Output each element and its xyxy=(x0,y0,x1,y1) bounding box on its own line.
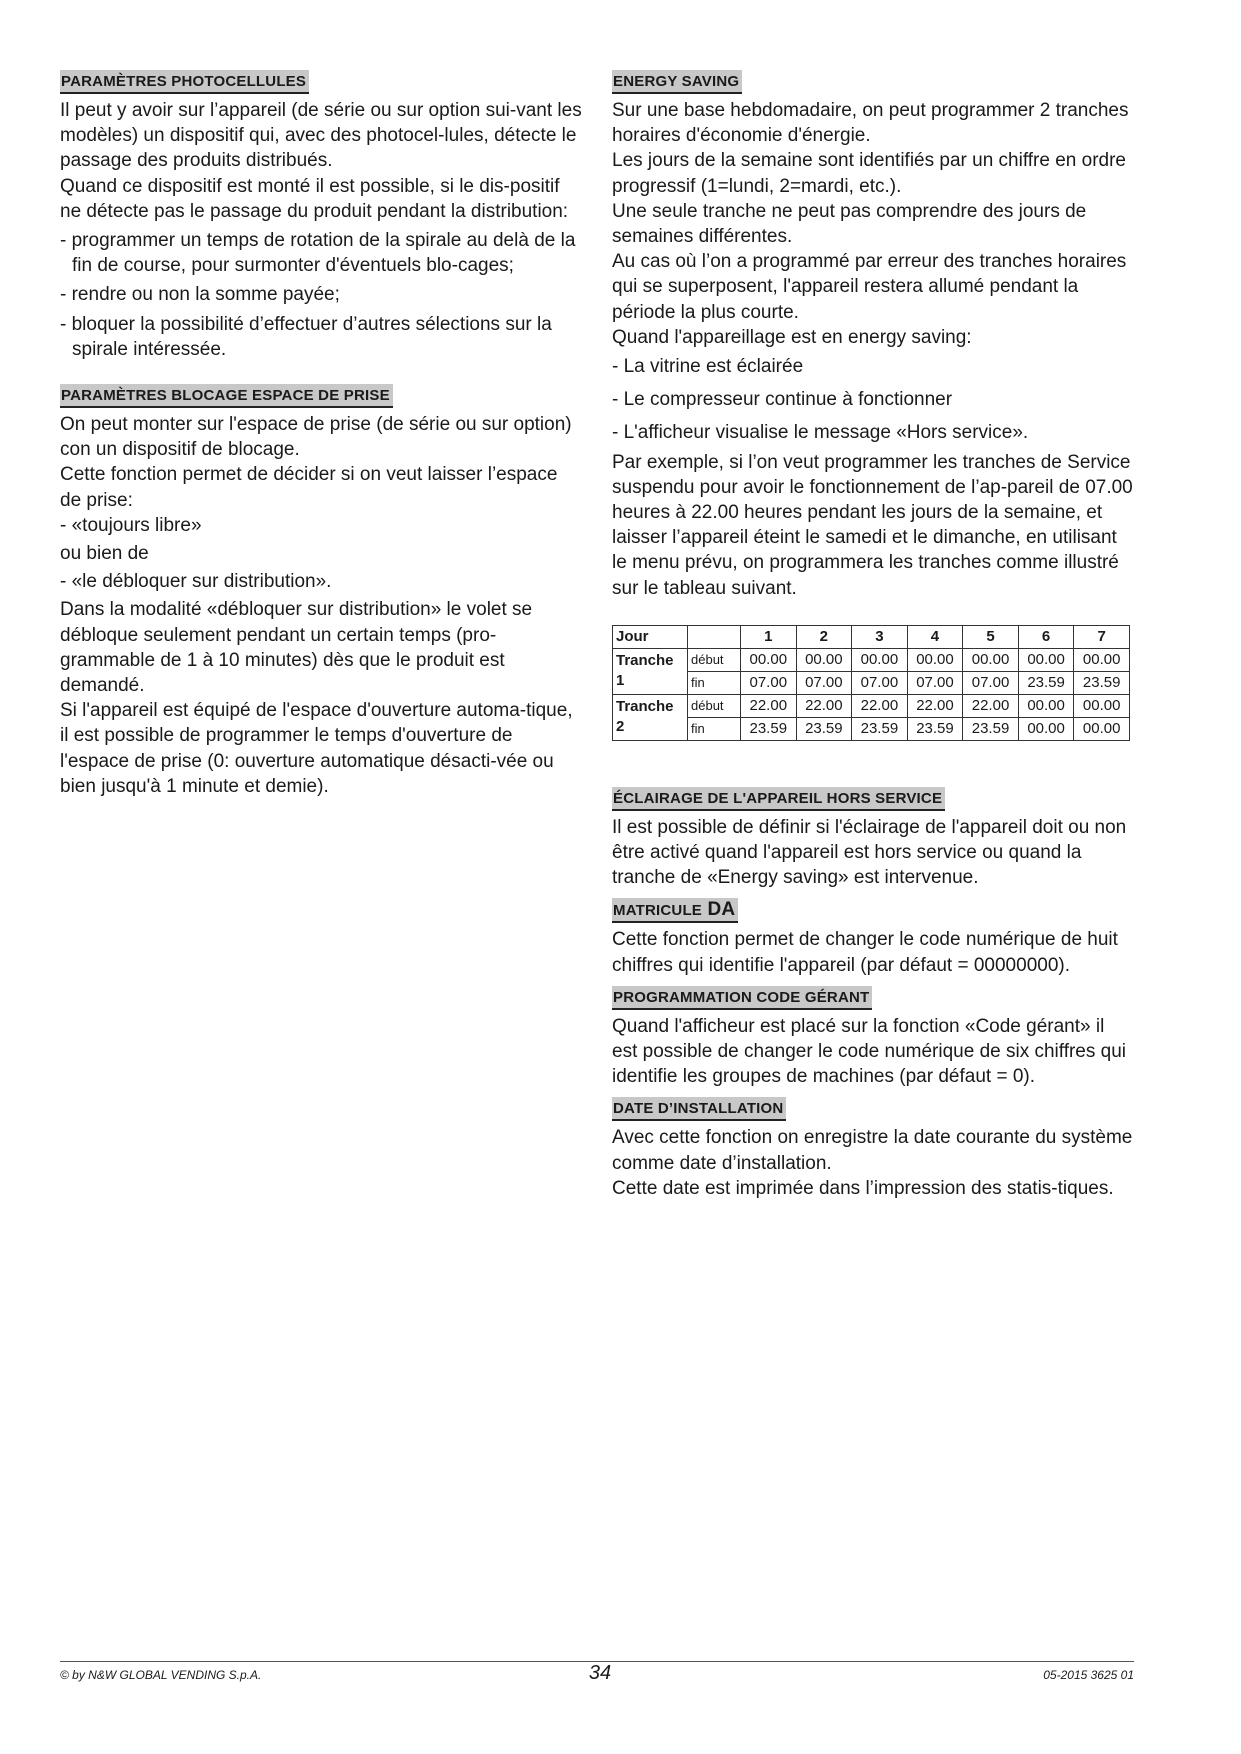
paragraph: Cette date est imprimée dans l’impression des statis-tiques. xyxy=(612,1177,1114,1199)
table-cell: 23.59 xyxy=(963,717,1019,740)
table-row xyxy=(613,694,1130,717)
table-cell: 00.00 xyxy=(1074,717,1130,740)
table-cell: début xyxy=(688,648,741,671)
paragraph: Quand ce dispositif est monté il est possible, si le dis-positif ne détecte pas le passage du produit pendant la distribution: xyxy=(60,175,569,222)
table-cell: 07.00 xyxy=(963,671,1019,694)
paragraph: Cette fonction permet de décider si on veut laisser l’espace de prise: xyxy=(60,464,558,511)
table-header-cell: 1 xyxy=(741,625,797,648)
table-header-cell: 5 xyxy=(963,625,1019,648)
list-item: - Le compresseur continue à fonctionner xyxy=(612,389,953,411)
table-cell: 07.00 xyxy=(741,671,797,694)
table-cell: 00.00 xyxy=(1018,648,1074,671)
table-cell: 22.00 xyxy=(963,694,1019,717)
table-cell xyxy=(688,625,741,648)
table-row xyxy=(613,717,1130,740)
table-cell: 22.00 xyxy=(796,694,852,717)
paragraph: Les jours de la semaine sont identifiés par un chiffre en ordre progressif (1=lundi, 2=mardi, etc.). xyxy=(612,150,1127,197)
table-cell: fin xyxy=(688,717,741,740)
table-cell: fin xyxy=(688,671,741,694)
paragraph: Quand l'appareillage est en energy saving: xyxy=(612,326,972,348)
paragraph: Quand l'afficheur est placé sur la fonction «Code gérant» il est possible de changer le code numérique de six chiffres qui identifie les groupes de machines (par défaut = 0). xyxy=(612,1015,1127,1088)
table-cell: 00.00 xyxy=(796,648,852,671)
table-header-cell: 2 xyxy=(796,625,852,648)
paragraph: Dans la modalité «débloquer sur distribution» le volet se débloque seulement pendant un certain temps (pro-grammable de 1 à 10 minutes) dès que le produit est demandé. xyxy=(60,599,533,697)
table-header-cell: 7 xyxy=(1074,625,1130,648)
table-cell: 00.00 xyxy=(741,648,797,671)
table-header-cell: 3 xyxy=(852,625,908,648)
tranche-1-label: Tranche 1 xyxy=(613,648,688,694)
right-column xyxy=(612,70,1134,1201)
table-cell: 23.59 xyxy=(741,717,797,740)
list-item: - La vitrine est éclairée xyxy=(612,356,804,378)
section-title-matricule: MATRICULE DA xyxy=(612,898,738,923)
paragraph: Il est possible de définir si l'éclairage de l'appareil doit ou non être activé quand l'appareil est hors service ou quand la tranche de «Energy saving» est intervenue. xyxy=(612,816,1127,889)
energy-saving-table xyxy=(612,625,1130,741)
table-cell: 00.00 xyxy=(852,648,908,671)
table-cell: 23.59 xyxy=(852,717,908,740)
table-cell: 23.59 xyxy=(907,717,963,740)
table-header-cell: 4 xyxy=(907,625,963,648)
section-title-date-installation: DATE D’INSTALLATION xyxy=(612,1097,786,1121)
section-title-blocage: PARAMÈTRES BLOCAGE ESPACE DE PRISE xyxy=(60,384,393,408)
footer-doc-code: 05-2015 3625 01 xyxy=(1043,1668,1134,1682)
list-item: - programmer un temps de rotation de la spirale au delà de la fin de course, pour surmonter d'éventuels blo-cages; xyxy=(60,230,576,277)
table-cell: 00.00 xyxy=(963,648,1019,671)
table-row xyxy=(613,648,1130,671)
table-cell: 22.00 xyxy=(907,694,963,717)
table-cell: 00.00 xyxy=(1074,694,1130,717)
section-title-code-gerant: PROGRAMMATION CODE GÉRANT xyxy=(612,986,872,1010)
table-row xyxy=(613,671,1130,694)
table-cell: 23.59 xyxy=(1074,671,1130,694)
paragraph: Une seule tranche ne peut pas comprendre des jours de semaines différentes. xyxy=(612,200,1087,248)
section-title-energy-saving: ENERGY SAVING xyxy=(612,70,742,94)
list-item: - bloquer la possibilité d’effectuer d’autres sélections sur la spirale intéressée. xyxy=(60,313,552,360)
table-header-cell: 6 xyxy=(1018,625,1074,648)
paragraph: Si l'appareil est équipé de l'espace d'ouverture automa-tique, il est possible de programmer le temps d'ouverture de l'espace de prise (0: ouverture automatique désacti-vée ou bien jusqu'à 1 minute et demie). xyxy=(60,700,573,797)
table-cell: 23.59 xyxy=(796,717,852,740)
table-cell: 07.00 xyxy=(907,671,963,694)
paragraph: On peut monter sur l'espace de prise (de série ou sur option) con un dispositif de blocage. xyxy=(60,414,572,461)
table-cell: 00.00 xyxy=(1018,717,1074,740)
paragraph: ou bien de xyxy=(60,543,149,565)
left-column xyxy=(60,70,582,799)
table-cell: 22.00 xyxy=(852,694,908,717)
table-cell: 00.00 xyxy=(1018,694,1074,717)
table-cell: 07.00 xyxy=(852,671,908,694)
table-cell: 23.59 xyxy=(1018,671,1074,694)
table-cell: Jour xyxy=(613,625,688,648)
option-text: - «le débloquer sur distribution». xyxy=(60,571,332,593)
option-text: - «toujours libre» xyxy=(60,514,202,536)
paragraph: Sur une base hebdomadaire, on peut programmer 2 tranches horaires d'économie d'énergie. xyxy=(612,100,1129,147)
paragraph: Avec cette fonction on enregistre la date courante du système comme date d’installation. xyxy=(612,1127,1133,1174)
table-cell: 00.00 xyxy=(907,648,963,671)
paragraph: Au cas où l’on a programmé par erreur des tranches horaires qui se superposent, l'appareil restera allumé pendant la période la plus courte. xyxy=(612,251,1127,323)
list-item: - L'afficheur visualise le message «Hors service». xyxy=(612,422,1029,444)
paragraph: Par exemple, si l’on veut programmer les tranches de Service suspendu pour avoir le fonctionnement de l’ap-pareil de 07.00 heures à 22.00 heures pendant les jours de la semaine, et laisser l’appareil éteint le samedi et le dimanche, en utilisant le menu prévu, on programmera les tranches comme illustré sur le tableau suivant. xyxy=(612,451,1133,599)
table-cell: 00.00 xyxy=(1074,648,1130,671)
page-number: 34 xyxy=(588,1662,612,1684)
tranche-2-label: Tranche 2 xyxy=(613,694,688,740)
paragraph: Cette fonction permet de changer le code numérique de huit chiffres qui identifie l'appareil (par défaut = 00000000). xyxy=(612,929,1118,976)
table-cell: début xyxy=(688,694,741,717)
paragraph: Il peut y avoir sur l’appareil (de série ou sur option sui-vant les modèles) un dispositif qui, avec des photocel-lules, détecte le passage des produits distribués. xyxy=(60,100,582,172)
table-header-row xyxy=(613,625,1130,648)
section-title-photocellules: PARAMÈTRES PHOTOCELLULES xyxy=(60,70,309,94)
table-cell: 22.00 xyxy=(741,694,797,717)
section-title-eclairage: ÉCLAIRAGE DE L'APPAREIL HORS SERVICE xyxy=(612,787,945,811)
list-item: - rendre ou non la somme payée; xyxy=(60,284,340,306)
footer-copyright: © by N&W GLOBAL VENDING S.p.A. xyxy=(60,1668,262,1682)
table-cell: 07.00 xyxy=(796,671,852,694)
